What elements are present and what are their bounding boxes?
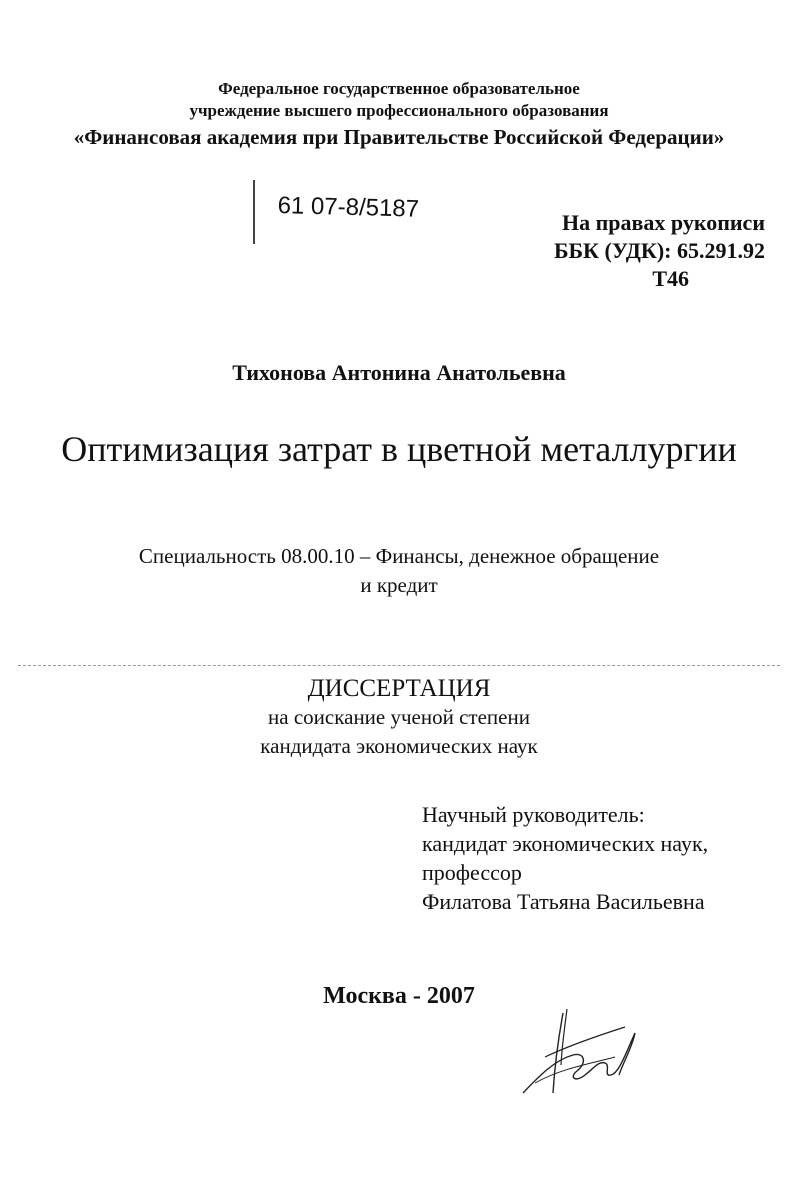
specialty-line-2: и кредит: [360, 573, 438, 597]
supervisor-rank: профессор: [422, 860, 522, 885]
dissertation-heading: ДИССЕРТАЦИЯ: [307, 675, 491, 702]
classification-code: ББК (УДК): 65.291.92: [553, 238, 765, 263]
specialty-line-1: Специальность 08.00.10 – Финансы, денежное обращение: [138, 544, 660, 568]
degree-line-2: кандидата экономических наук: [260, 734, 538, 758]
dissertation-title: Оптимизация затрат в цветной металлургии: [61, 429, 737, 469]
manuscript-note: На правах рукописи: [561, 210, 765, 235]
degree-line-1: на соискание ученой степени: [268, 705, 530, 729]
author-name: Тихонова Антонина Анатольевна: [232, 360, 566, 385]
supervisor-degree: кандидат экономических наук,: [422, 831, 709, 856]
rights-block: [520, 209, 765, 293]
signature-icon: [515, 1005, 645, 1100]
scan-divider: [18, 665, 780, 666]
stamp-number: 61 07-8/5187: [277, 192, 420, 223]
author-code: Т46: [652, 266, 689, 291]
supervisor-block: [422, 800, 708, 916]
institution-line-2: учреждение высшего профессионального образования: [189, 101, 609, 120]
institution-line-1: Федеральное государственное образовательное: [218, 79, 580, 98]
city-year: Москва - 2007: [323, 983, 475, 1009]
supervisor-name: Филатова Татьяна Васильевна: [422, 889, 705, 914]
institution-line-3: «Финансовая академия при Правительстве Российской Федерации»: [73, 125, 725, 149]
stamp-bar: [253, 180, 255, 244]
supervisor-label: Научный руководитель:: [422, 802, 645, 827]
